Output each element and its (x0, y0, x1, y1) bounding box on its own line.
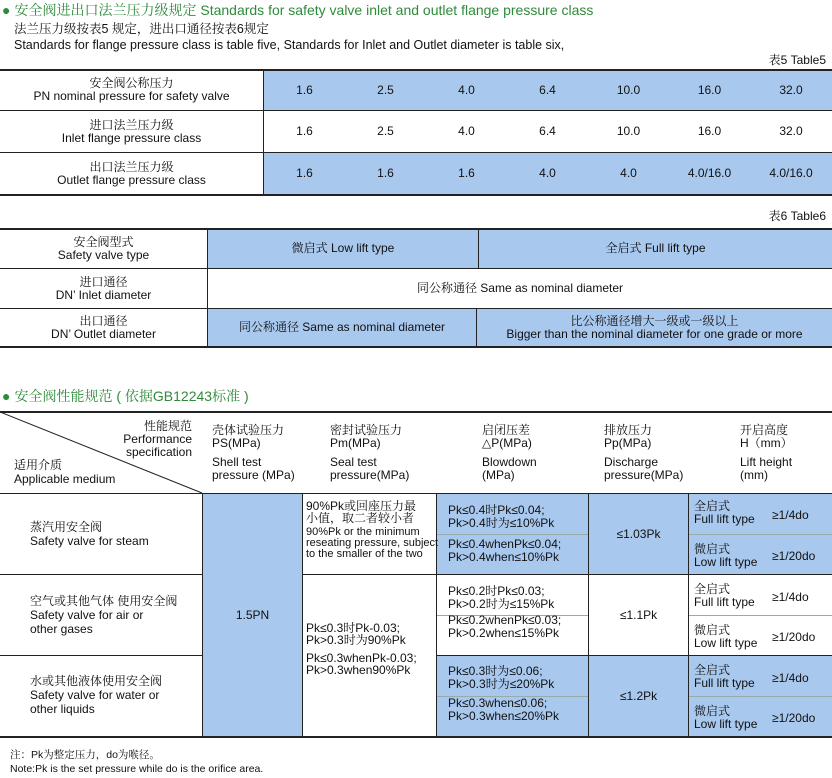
seal-other: Pk≤0.3时Pk-0.03; Pk>0.3时为90%Pk Pk≤0.3whenPk-0.03; Pk>0.3when90%Pk (306, 621, 417, 677)
table6-label: 表6 Table6 (768, 209, 826, 223)
table5-cell: 4.0 (539, 166, 556, 180)
blowdown-steam-en: Pk≤0.4whenPk≤0.04; Pk>0.4when≤10%Pk (448, 537, 562, 564)
section2-title: ● 安全阀性能规范 ( 依据GB12243标准 ) (2, 388, 249, 404)
table5-cell: 1.6 (296, 166, 313, 180)
table6-outlet-low: 同公称通径 Same as nominal diameter (238, 320, 446, 334)
table5-cell: 6.4 (539, 124, 556, 138)
table5-cell: 16.0 (697, 124, 722, 138)
blowdown-gas-en: Pk≤0.2whenPk≤0.03; Pk>0.2when≤15%Pk (448, 613, 562, 640)
table5-cell: 1.6 (377, 166, 394, 180)
table5-cell: 1.6 (296, 124, 313, 138)
table5-cell: 32.0 (779, 82, 803, 97)
table5-cell: 2.5 (377, 82, 394, 97)
bullet-icon: ● (2, 388, 11, 404)
corner-top-label: 性能规范 Performance specification (123, 419, 192, 459)
table5-row-header: 安全阀公称压力 PN nominal pressure for safety valve (33, 76, 230, 103)
discharge-liquid: ≤1.2Pk (619, 688, 658, 703)
table5-cell: 2.5 (377, 124, 394, 138)
table5-cell: 4.0 (620, 166, 637, 180)
section1-title: ● 安全阀进出口法兰压力级规定 Standards for safety valve inlet and outlet flange pressure class (2, 2, 594, 18)
table5-cell: 10.0 (616, 82, 641, 97)
lift-liquid-full: 全启式 Full lift type (694, 663, 755, 690)
header-discharge: 排放压力 Pp(MPa) Discharge pressure(MPa) (604, 423, 684, 482)
lift-steam-full: 全启式 Full lift type (694, 499, 755, 526)
medium-liquid: 水或其他液体使用安全阀 Safety valve for water or other liquids (30, 674, 163, 716)
header-blowdown: 启闭压差 △P(MPa) Blowdown (MPa) (482, 423, 537, 482)
table5-cell: 6.4 (539, 82, 556, 97)
bullet-icon: ● (2, 2, 11, 18)
lift-gas-full: 全启式 Full lift type (694, 582, 755, 609)
lift-liquid-low-value: ≥1/20do (772, 711, 816, 725)
table6-inlet-value: 同公称通径 Same as nominal diameter (416, 281, 624, 295)
medium-steam: 蒸汽用安全阀 Safety valve for steam (30, 520, 149, 548)
blowdown-steam-cn: Pk≤0.4时Pk≤0.04; Pk>0.4时为≤10%Pk (448, 503, 555, 530)
discharge-steam: ≤1.03Pk (616, 526, 661, 541)
table5-cell: 1.6 (296, 82, 313, 97)
blowdown-gas-cn: Pk≤0.2时Pk≤0.03; Pk>0.2时为≤15%Pk (448, 584, 555, 611)
discharge-gas: ≤1.1Pk (619, 607, 658, 622)
lift-steam-full-value: ≥1/4do (772, 508, 809, 522)
table5-cell: 32.0 (779, 124, 803, 138)
lift-liquid-low: 微启式 Low lift type (694, 704, 758, 731)
table5-cell: 10.0 (616, 124, 641, 138)
shell-test-value: 1.5PN (235, 607, 270, 622)
medium-gas: 空气或其他气体 使用安全阀 Safety valve for air or other gases (30, 594, 178, 636)
table6-inlet-header: 进口通径 DN’ Inlet diameter (55, 274, 152, 302)
section1-intro-cn: 法兰压力级按表5 规定，进出口通径按表6规定 (14, 22, 269, 36)
header-seal-test: 密封试验压力 Pm(MPa) Seal test pressure(MPa) (330, 423, 410, 482)
table5-row-header: 进口法兰压力级 Inlet flange pressure class (61, 117, 202, 145)
table5-cell: 4.0/16.0 (687, 166, 732, 180)
lift-liquid-full-value: ≥1/4do (772, 671, 809, 685)
table5-cell: 4.0 (458, 124, 475, 138)
table5-row-header: 出口法兰压力级 Outlet flange pressure class (57, 159, 206, 187)
header-lift-height: 开启高度 H（mm） Lift height (mm) (740, 423, 793, 482)
section1-intro-en: Standards for flange pressure class is table five, Standards for Inlet and Outlet diameter is table six, (14, 38, 565, 52)
table5-cell: 1.6 (458, 166, 475, 180)
table6-type-header: 安全阀型式 Safety valve type (57, 234, 150, 262)
lift-steam-low: 微启式 Low lift type (694, 542, 758, 569)
corner-bottom-label: 适用介质 Applicable medium (14, 458, 116, 486)
table5-cell: 4.0/16.0 (769, 166, 813, 180)
table6-full-lift: 全启式 Full lift type (605, 241, 706, 255)
footnote: 注：Pk为整定压力，do为喉径。 Note:Pk is the set pressure while do is the orifice area. (10, 749, 264, 775)
lift-gas-low-value: ≥1/20do (772, 630, 816, 644)
lift-steam-low-value: ≥1/20do (772, 549, 816, 563)
table6-outlet-full: 比公称通径增大一级或一级以上 Bigger than the nominal diameter for one grade or more (506, 313, 803, 341)
lift-gas-full-value: ≥1/4do (772, 590, 809, 604)
blowdown-liquid-cn: Pk≤0.3时为≤0.06; Pk>0.3时为≤20%Pk (448, 664, 555, 691)
header-shell-test: 壳体试验压力 PS(MPa) Shell test pressure (MPa) (212, 423, 295, 482)
lift-gas-low: 微启式 Low lift type (694, 623, 758, 650)
table6-low-lift: 微启式 Low lift type (291, 241, 395, 255)
blowdown-liquid-en: Pk≤0.3when≤0.06; Pk>0.3when≤20%Pk (448, 696, 559, 723)
table5-cell: 4.0 (458, 82, 475, 97)
table6-outlet-header: 出口通径 DN’ Outlet diameter (51, 313, 156, 341)
table5-label: 表5 Table5 (768, 53, 826, 67)
seal-steam: 90%Pk或回座压力最 小值，取二者较小者 90%Pk or the minimum reseating pressure, subject to the smaller of the two (306, 499, 439, 560)
table5-cell: 16.0 (697, 82, 722, 97)
